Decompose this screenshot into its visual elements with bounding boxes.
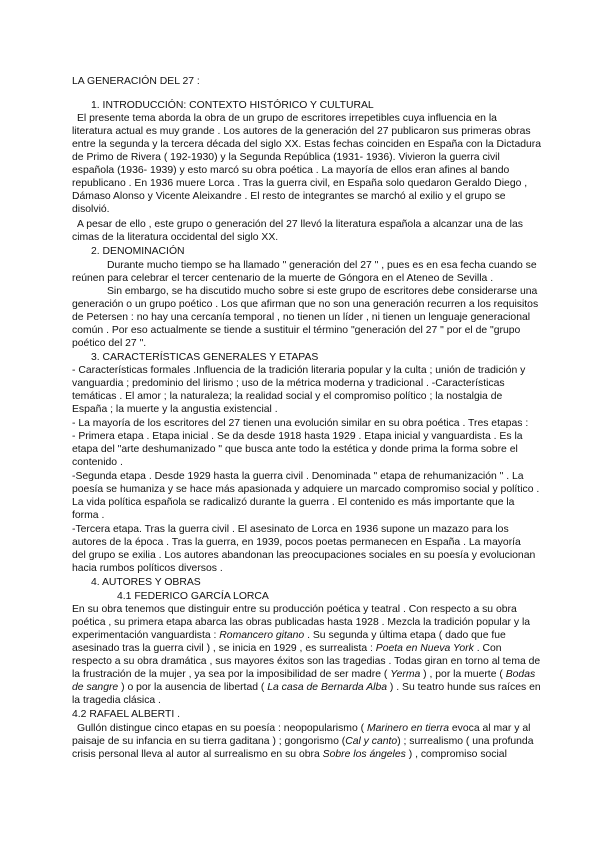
- paragraph-line: poética , su primera etapa abarca las obras publicadas hasta 1928 . Mezcla la tradición popular y la: [72, 617, 531, 628]
- play-title-la-casa-de-bernarda-alba: La casa de Bernarda Alba: [267, 682, 388, 693]
- book-title-poeta-en-nueva-york: Poeta en Nueva York: [375, 643, 474, 654]
- text-run: paisaje de su infancia en su tierra gaditana ) ; gongorismo (: [72, 736, 346, 747]
- play-title-bodas-de-sangre-cont: de sangre: [72, 682, 119, 693]
- paragraph-line: reúnen para celebrar el tercer centenario de la muerte de Góngora en el Ateneo de Sevilla .: [72, 273, 494, 284]
- section-heading-caracteristicas: 3. CARACTERÍSTICAS GENERALES Y ETAPAS: [91, 352, 319, 363]
- paragraph-line: La vida política española se radicalizó durante la guerra . El contenido es más importante que la: [72, 497, 515, 508]
- text-run: ) , compromiso social: [405, 749, 507, 760]
- paragraph-line: poesía se humaniza y se hace más apasionada y adquiere un marcado compromiso social y político .: [72, 484, 540, 495]
- document-title: LA GENERACIÓN DEL 27 :: [72, 76, 200, 87]
- paragraph-line: española (1936- 1939) y esto marcó su obra poética . La mayoría de ellos eran afines al bando: [72, 165, 510, 176]
- text-run: ) , por la muerte (: [420, 669, 506, 680]
- paragraph-line: [72, 668, 535, 681]
- paragraph-line: de Petersen : no hay una cercanía temporal , no tienen un líder , ni tienen un lenguaje generacional: [72, 312, 531, 323]
- paragraph-line: republicano . En 1936 muere Lorca . Tras la guerra civil, en España solo quedaron Geraldo Diego ,: [72, 178, 528, 189]
- text-run: . Con: [473, 643, 502, 654]
- paragraph-line: [72, 735, 533, 748]
- paragraph-line: [72, 681, 541, 694]
- paragraph-line: etapa del "arte deshumanizado " que busca ante todo la estética y donde prima la forma sobre el: [72, 444, 518, 455]
- section-heading-denominacion: 2. DENOMINACIÓN: [91, 246, 185, 257]
- book-title-cal-y-canto: Cal y canto: [345, 736, 398, 747]
- text-run: asesinado tras la guerra civil ) , se inicia en 1929 , es surrealista :: [72, 643, 376, 654]
- play-title-yerma: Yerma: [390, 669, 421, 680]
- text-run: ) o por la ausencia de libertad (: [118, 682, 268, 693]
- paragraph-line: generación o un grupo poético . Los que afirman que no son una generación recurren a los requisitos: [72, 299, 539, 310]
- paragraph-line: -Segunda etapa . Desde 1929 hasta la guerra civil . Denominada " etapa de rehumanización " . La: [72, 471, 524, 482]
- paragraph-line: - Primera etapa . Etapa inicial . Se da desde 1918 hasta 1929 . Etapa inicial y vanguardista . Es la: [72, 431, 523, 442]
- paragraph-line: En su obra tenemos que distinguir entre su producción poética y teatral . Con respecto a su obra: [72, 604, 517, 615]
- paragraph-line: contenido .: [72, 457, 123, 468]
- paragraph-line: [72, 642, 502, 655]
- text-run: evoca al mar y al: [448, 723, 531, 734]
- paragraph-line: [77, 722, 530, 735]
- text-run: . Su segunda y última etapa ( dado que fue: [304, 630, 506, 641]
- subsection-heading-lorca: 4.1 FEDERICO GARCÍA LORCA: [117, 591, 269, 602]
- text-run: ) . Su teatro hunde sus raíces en: [387, 682, 541, 693]
- paragraph-line: la tragedia clásica .: [72, 695, 161, 706]
- paragraph-line: hacia rumbos políticos diversos .: [72, 563, 223, 574]
- paragraph-line: - Características formales .Influencia de la tradición literaria popular y la culta ; unión de tradición y: [72, 365, 526, 376]
- paragraph-line: de Primo de Rivera ( 192-1930) y la Segunda República (1931- 1936). Vivieron la guerra civil: [72, 152, 500, 163]
- paragraph-line: [72, 629, 506, 642]
- text-run: la frustración de la mujer , ya sea por la imposibilidad de ser madre (: [72, 669, 391, 680]
- book-title-sobre-los-angeles: Sobre los ángeles: [322, 749, 406, 760]
- paragraph-line: forma .: [72, 510, 105, 521]
- paragraph-line: Sin embargo, se ha discutido mucho sobre si este grupo de escritores debe considerarse una: [107, 286, 538, 297]
- text-run: experimentación vanguardista :: [72, 630, 220, 641]
- paragraph-line: poético del 27 ".: [72, 338, 147, 349]
- paragraph-line: cimas de la literatura occidental del siglo XX.: [72, 232, 279, 243]
- paragraph-line: -Tercera etapa. Tras la guerra civil . El asesinato de Lorca en 1936 supone un mazazo para los: [72, 524, 509, 535]
- paragraph-line: entre la segunda y la tercera década del siglo XX. Estas fechas coinciden en España con la Dictadura: [72, 139, 542, 150]
- paragraph-line: temáticas . El amor ; la naturaleza; la realidad social y el compromiso político ; la nostalgia de: [72, 391, 503, 402]
- book-title-romancero-gitano: Romancero gitano: [219, 630, 305, 641]
- book-title-marinero-en-tierra: Marinero en tierra: [366, 723, 449, 734]
- section-heading-autores: 4. AUTORES Y OBRAS: [91, 577, 201, 588]
- paragraph-line: [72, 748, 507, 761]
- play-title-bodas-de-sangre: Bodas: [505, 669, 536, 680]
- paragraph-line: respecto a su obra dramática , sus mayores éxitos son las tragedias . Todas giran en torno al tema de: [72, 656, 541, 667]
- section-heading-introduccion: 1. INTRODUCCIÓN: CONTEXTO HISTÓRICO Y CULTURAL: [91, 100, 374, 111]
- paragraph-line: autores de la época . Tras la guerra, en 1939, pocos poetas permanecen en España . La mayoría: [72, 537, 521, 548]
- paragraph-line: A pesar de ello , este grupo o generación del 27 llevó la literatura española a alcanzar una de las: [77, 219, 523, 230]
- text-run: Gullón distingue cinco etapas en su poesía : neopopularismo (: [77, 723, 367, 734]
- subsection-heading-alberti: 4.2 RAFAEL ALBERTI .: [72, 709, 180, 720]
- text-run: crisis personal lleva al autor al surrealismo en su obra: [72, 749, 323, 760]
- text-run: ) ; surrealismo ( una profunda: [397, 736, 534, 747]
- paragraph-line: del grupo se exilia . Los autores abandonan las preocupaciones sociales en su poesía y evolucionan: [72, 550, 536, 561]
- paragraph-line: El presente tema aborda la obra de un grupo de escritores irrepetibles cuya influencia en la: [77, 113, 497, 124]
- paragraph-line: disolvió.: [72, 204, 110, 215]
- paragraph-line: vanguardia ; predominio del lirismo ; uso de la métrica moderna y tradicional . -Características: [72, 378, 505, 389]
- paragraph-line: Dámaso Alonso y Vicente Aleixandre . El resto de integrantes se marchó al exilio y el grupo se: [72, 191, 506, 202]
- paragraph-line: común . Por eso actualmente se tiende a sustituir el término "generación del 27 " por el de "grupo: [72, 325, 521, 336]
- paragraph-line: literatura actual es muy grande . Los autores de la generación del 27 publicaron sus primeras obras: [72, 126, 531, 137]
- paragraph-line: Durante mucho tiempo se ha llamado " generación del 27 " , pues es en esa fecha cuando se: [107, 260, 537, 271]
- paragraph-line: - La mayoría de los escritores del 27 tienen una evolución similar en su obra poética . Tres etapas :: [72, 418, 529, 429]
- paragraph-line: España ; la muerte y la angustia existencial .: [72, 404, 278, 415]
